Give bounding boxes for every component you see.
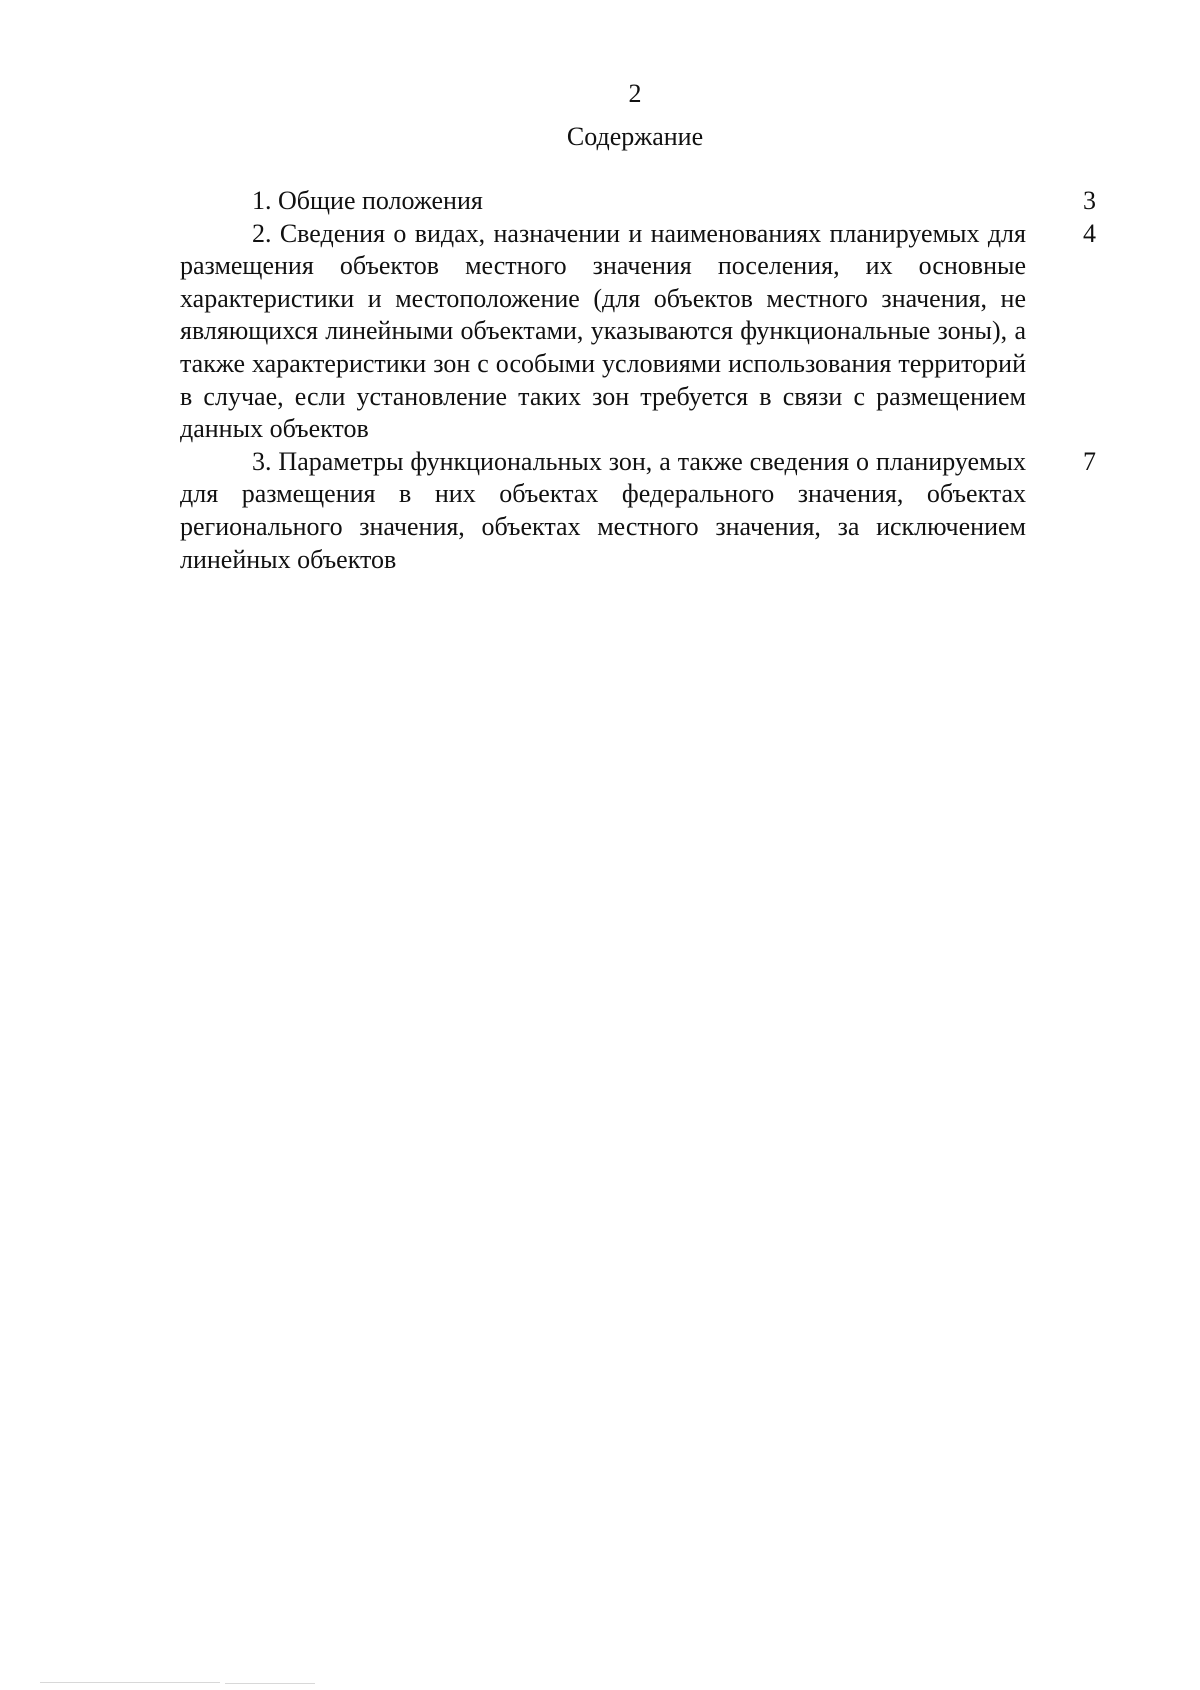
page-title: Содержание (566, 122, 704, 151)
scan-artifact (225, 1683, 315, 1684)
toc-entry-2 (180, 218, 1096, 446)
scan-artifact (40, 1682, 220, 1683)
toc-entry-3 (180, 446, 1096, 576)
toc-entry-page: 7 (1083, 446, 1096, 476)
toc-entry-text: 1. Общие положения (252, 186, 483, 215)
toc-entry-text: 3. Параметры функциональных зон, а также сведения о планируемых для размещения в них объектах федерального значения, объектах регионального значения, объектах местного значения, за исключением линейных объектов (180, 446, 1026, 574)
toc-entry-page: 4 (1083, 218, 1096, 248)
toc-entry-text: 2. Сведения о видах, назначении и наименованиях планируемых для размещения объектов местного значения поселения, их основные характеристики и местоположение (для объектов местного значения, не являющихся линейными объектами, указываются функциональные зоны), а также характеристики зон с особыми условиями использования территорий в случае, если установление таких зон требуется в связи с размещением данных объектов (180, 218, 1026, 444)
toc-entry-page: 3 (1083, 186, 1096, 215)
table-of-contents (180, 185, 1096, 576)
page-number: 2 (628, 79, 642, 108)
toc-entry-1 (180, 185, 1096, 218)
